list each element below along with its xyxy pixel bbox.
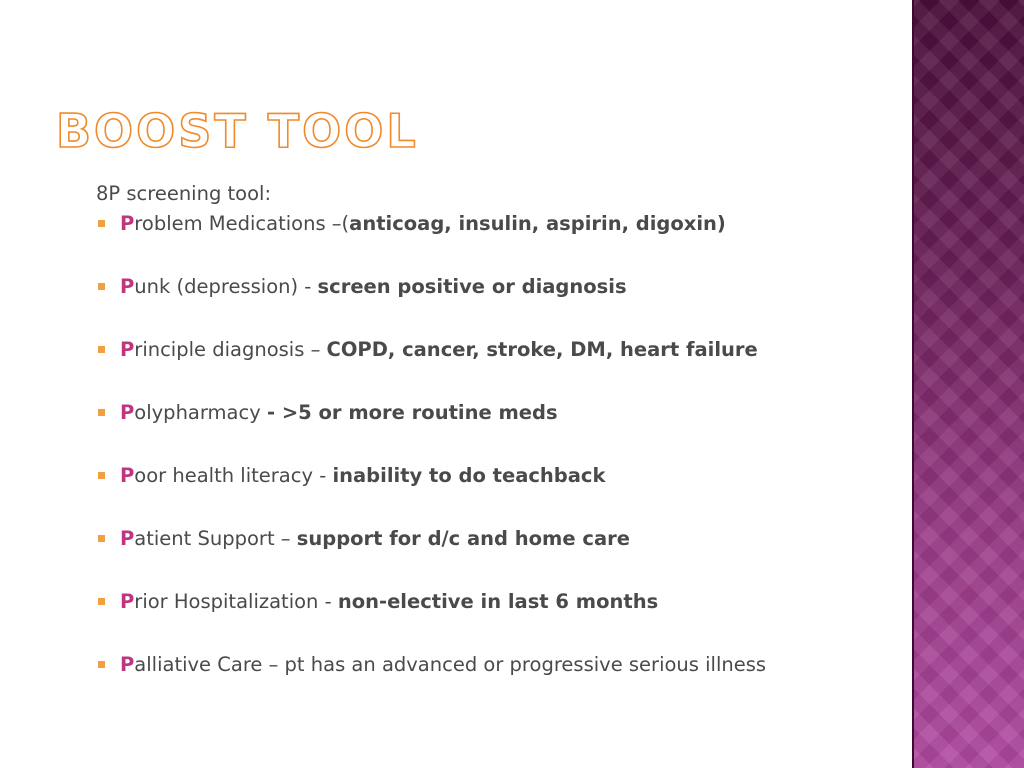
list-item: [96, 527, 886, 551]
list-item: [96, 401, 886, 425]
item-detail: non-elective in last 6 months: [337, 590, 659, 613]
item-text: olypharmacy: [134, 401, 267, 424]
bullet-icon: [98, 472, 105, 479]
item-letter: P: [120, 590, 135, 613]
item-letter: P: [120, 338, 135, 361]
item-letter: P: [120, 212, 135, 235]
bullet-icon: [98, 535, 105, 542]
list-item: [96, 338, 886, 362]
bullet-icon: [98, 409, 105, 416]
item-detail: anticoag, insulin, aspirin, digoxin): [349, 212, 726, 235]
item-text: alliative Care – pt has an advanced or progressive serious illness: [134, 653, 767, 676]
item-text: oor health literacy -: [134, 464, 333, 487]
bullet-icon: [98, 220, 105, 227]
bullet-icon: [98, 661, 105, 668]
item-letter: P: [120, 401, 135, 424]
item-letter: P: [120, 464, 135, 487]
item-letter: P: [120, 275, 135, 298]
item-text: unk (depression) -: [134, 275, 318, 298]
item-text: atient Support –: [134, 527, 297, 550]
item-detail: screen positive or diagnosis: [317, 275, 627, 298]
bullet-icon: [98, 346, 105, 353]
slide-body: [96, 182, 886, 677]
item-text: roblem Medications –(: [134, 212, 350, 235]
bullet-icon: [98, 598, 105, 605]
item-text: rior Hospitalization -: [134, 590, 338, 613]
bullet-icon: [98, 283, 105, 290]
item-letter: P: [120, 527, 135, 550]
item-detail: support for d/c and home care: [296, 527, 630, 550]
item-letter: P: [120, 653, 135, 676]
list-item: [96, 653, 886, 677]
item-text: rinciple diagnosis –: [134, 338, 327, 361]
item-detail: inability to do teachback: [332, 464, 606, 487]
screening-list: [96, 212, 886, 677]
slide-title: BOOST TOOL: [56, 104, 419, 158]
decorative-side-band: [912, 0, 1024, 768]
item-detail: COPD, cancer, stroke, DM, heart failure: [326, 338, 758, 361]
list-item: [96, 590, 886, 614]
list-item: [96, 212, 886, 236]
intro-text: 8P screening tool:: [96, 182, 272, 205]
list-item: [96, 275, 886, 299]
list-item: [96, 464, 886, 488]
item-detail: - >5 or more routine meds: [266, 401, 558, 424]
